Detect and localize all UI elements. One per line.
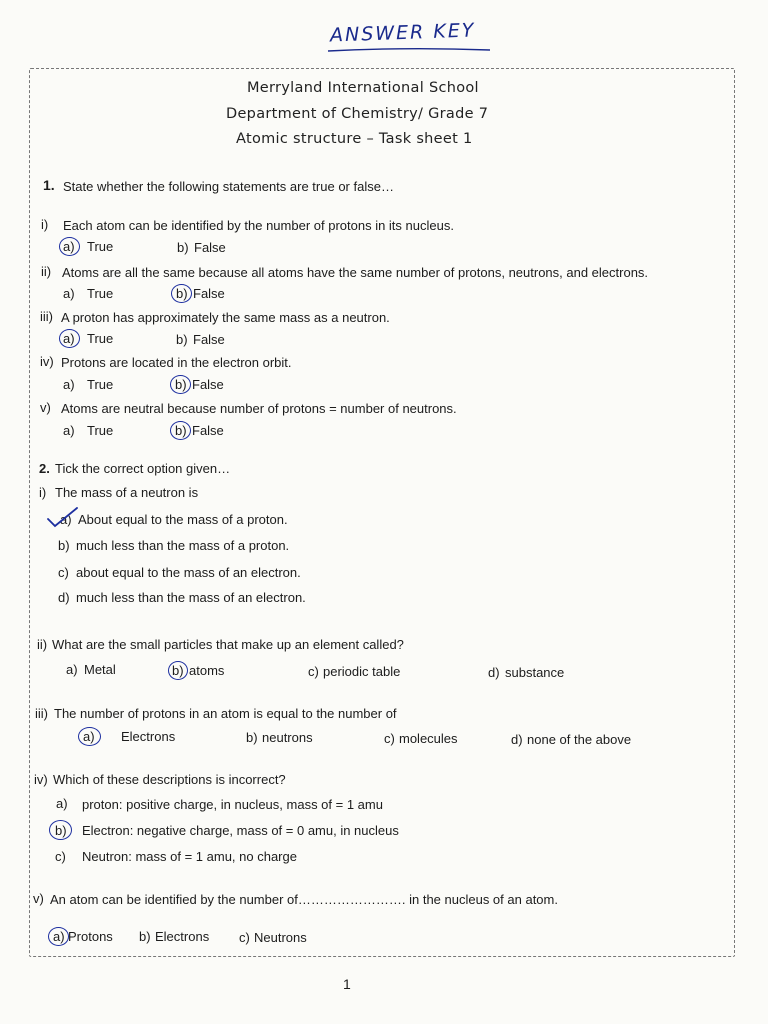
option-text: proton: positive charge, in nucleus, mass of = 1 amu <box>82 797 383 812</box>
answer-circle <box>49 820 72 840</box>
page-number: 1 <box>343 976 351 992</box>
option-label: c) <box>308 664 319 679</box>
option-text: Metal <box>84 662 116 677</box>
option-true: True <box>87 286 114 301</box>
q2-item-number: ii) <box>37 637 48 652</box>
option-true: True <box>87 423 114 438</box>
q2-item-text: An atom can be identified by the number of……………………. in the nucleus of an atom. <box>50 892 558 907</box>
option-text: periodic table <box>323 664 401 679</box>
option-text: atoms <box>189 663 225 678</box>
option-text: much less than the mass of an electron. <box>76 590 306 605</box>
q2-item-text: The number of protons in an atom is equal to the number of <box>54 706 397 721</box>
option-label: b) <box>176 286 188 301</box>
option-label: b) <box>139 929 151 944</box>
option-label: a) <box>63 377 75 392</box>
option-false: False <box>193 332 225 347</box>
question-1-prompt: State whether the following statements are true or false… <box>63 179 394 194</box>
option-text: Protons <box>68 929 113 944</box>
option-label: d) <box>58 590 70 605</box>
option-label: b) <box>172 663 184 678</box>
q1-item-text: A proton has approximately the same mass as a neutron. <box>61 310 390 325</box>
option-label: a) <box>63 331 75 346</box>
option-label: a) <box>60 512 72 527</box>
option-text: Neutron: mass of = 1 amu, no charge <box>82 849 297 864</box>
answer-circle <box>78 727 101 746</box>
school-name: Merryland International School <box>247 80 479 96</box>
q1-item-text: Each atom can be identified by the number of protons in its nucleus. <box>63 218 454 233</box>
option-text: neutrons <box>262 730 313 745</box>
sheet-title: Atomic structure – Task sheet 1 <box>236 131 473 147</box>
option-label: d) <box>511 732 523 747</box>
q1-item-number: iii) <box>40 309 53 324</box>
option-label: c) <box>239 930 250 945</box>
option-label: a) <box>83 729 95 744</box>
q1-item-text: Protons are located in the electron orbit. <box>61 355 292 370</box>
answer-key-annotation: ANSWER KEY <box>329 19 476 47</box>
answer-key-underline <box>326 46 494 54</box>
option-label: c) <box>58 565 69 580</box>
option-false: False <box>194 240 226 255</box>
q1-item-number: v) <box>40 400 51 415</box>
q2-item-text: The mass of a neutron is <box>55 485 199 500</box>
option-text: much less than the mass of a proton. <box>76 538 290 553</box>
option-text: Electron: negative charge, mass of = 0 amu, in nucleus <box>82 823 399 838</box>
answer-circle <box>170 421 191 440</box>
answer-circle <box>170 375 191 394</box>
option-text: About equal to the mass of a proton. <box>78 512 288 527</box>
option-label: b) <box>176 332 188 347</box>
answer-circle <box>168 661 188 680</box>
option-false: False <box>192 377 224 392</box>
q1-item-number: i) <box>41 217 49 232</box>
option-true: True <box>87 239 114 254</box>
option-text: Electrons <box>121 729 176 744</box>
answer-circle <box>59 237 80 256</box>
option-label: a) <box>66 662 78 677</box>
tick-mark-icon <box>46 505 80 529</box>
option-text: about equal to the mass of an electron. <box>76 565 301 580</box>
option-label: b) <box>58 538 70 553</box>
option-label: a) <box>63 286 75 301</box>
option-label: d) <box>488 665 500 680</box>
q2-item-text: What are the small particles that make up an element called? <box>52 637 404 652</box>
option-text: molecules <box>399 731 458 746</box>
q1-item-number: ii) <box>41 264 52 279</box>
option-text: none of the above <box>527 732 632 747</box>
answer-circle <box>59 329 80 348</box>
option-label: b) <box>55 823 67 838</box>
option-true: True <box>87 377 114 392</box>
question-1-number: 1. <box>43 177 55 193</box>
option-text: Electrons <box>155 929 210 944</box>
option-label: b) <box>175 377 187 392</box>
q1-item-number: iv) <box>40 354 54 369</box>
q1-item-text: Atoms are all the same because all atoms have the same number of protons, neutrons, and electrons. <box>62 265 649 280</box>
option-false: False <box>193 286 225 301</box>
answer-circle <box>48 927 69 946</box>
option-label: a) <box>56 796 68 811</box>
q2-item-number: v) <box>33 891 44 906</box>
option-true: True <box>87 331 114 346</box>
question-2-number: 2. <box>39 461 50 476</box>
department-title: Department of Chemistry/ Grade 7 <box>226 106 489 122</box>
option-label: b) <box>175 423 187 438</box>
q1-item-text: Atoms are neutral because number of protons = number of neutrons. <box>61 401 457 416</box>
option-text: substance <box>505 665 565 680</box>
option-label: b) <box>177 240 189 255</box>
q2-item-text: Which of these descriptions is incorrect? <box>53 772 286 787</box>
q2-item-number: iii) <box>35 706 48 721</box>
option-false: False <box>192 423 224 438</box>
option-label: b) <box>246 730 258 745</box>
option-label: a) <box>53 929 65 944</box>
option-text: Neutrons <box>254 930 307 945</box>
answer-circle <box>171 284 192 303</box>
q2-item-number: i) <box>39 485 47 500</box>
option-label: c) <box>55 849 66 864</box>
option-label: a) <box>63 239 75 254</box>
q2-item-number: iv) <box>34 772 48 787</box>
option-label: a) <box>63 423 75 438</box>
question-2-prompt: Tick the correct option given… <box>55 461 231 476</box>
option-label: c) <box>384 731 395 746</box>
